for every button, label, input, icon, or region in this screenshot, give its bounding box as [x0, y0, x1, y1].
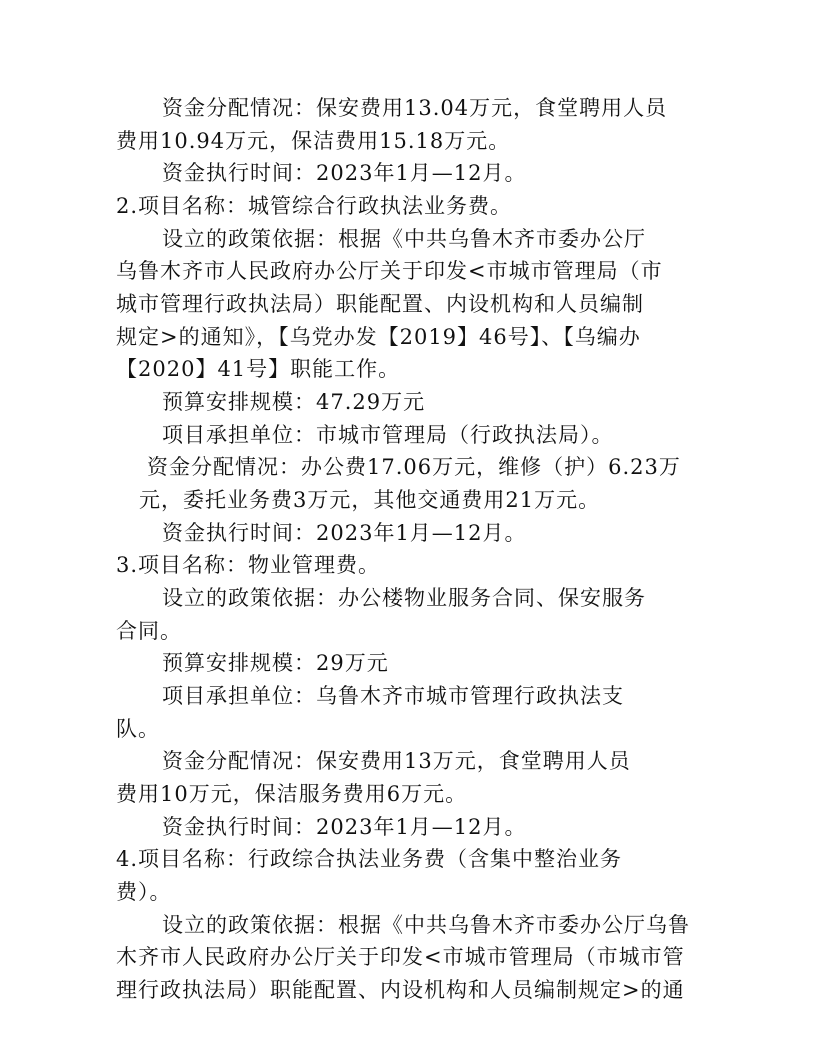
text-line: 队。: [116, 717, 160, 741]
text-line: 费）。: [116, 880, 172, 904]
text-line: 资金执行时间：2023年1月—12月。: [162, 521, 527, 545]
text-line: 资金执行时间：2023年1月—12月。: [162, 815, 527, 839]
text-line: 预算安排规模：47.29万元: [162, 390, 426, 414]
text-line: 资金执行时间：2023年1月—12月。: [162, 161, 527, 185]
text-line: 【2020】41号】职能工作。: [116, 357, 401, 381]
text-line: 设立的政策依据：根据《中共乌鲁木齐市委办公厅乌鲁: [162, 913, 690, 937]
text-line: 资金分配情况：保安费用13万元，食堂聘用人员: [162, 749, 631, 773]
text-line: 城市管理行政执法局）职能配置、内设机构和人员编制: [116, 292, 644, 316]
text-line: 费用10.94万元，保洁费用15.18万元。: [116, 129, 511, 153]
text-line: 4.项目名称：行政综合执法业务费（含集中整治业务: [116, 847, 623, 871]
text-line: 设立的政策依据：办公楼物业服务合同、保安服务: [162, 586, 646, 610]
text-line: 规定>的通知》，【乌党办发【2019】46号】、【乌编办: [116, 325, 641, 349]
text-line: 预算安排规模：29万元: [162, 651, 389, 675]
text-line: 资金分配情况：办公费17.06万元，维修（护）6.23万: [147, 455, 681, 479]
text-line: 乌鲁木齐市人民政府办公厅关于印发<市城市管理局（市: [116, 259, 663, 283]
text-line: 项目承担单位：乌鲁木齐市城市管理行政执法支: [162, 684, 624, 708]
text-line: 木齐市人民政府办公厅关于印发<市城市管理局（市城市管: [116, 945, 685, 969]
text-line: 元，委托业务费3万元，其他交通费用21万元。: [139, 488, 601, 512]
text-line: 理行政执法局）职能配置、内设机构和人员编制规定>的通: [116, 978, 685, 1002]
text-line: 3.项目名称：物业管理费。: [116, 553, 381, 577]
text-line: 资金分配情况：保安费用13.04万元，食堂聘用人员: [162, 96, 668, 120]
text-line: 项目承担单位：市城市管理局（行政执法局）。: [162, 423, 614, 447]
text-line: 设立的政策依据：根据《中共乌鲁木齐市委办公厅: [162, 227, 646, 251]
text-line: 费用10万元，保洁服务费用6万元。: [116, 782, 468, 806]
text-line: 合同。: [116, 619, 182, 643]
text-line: 2.项目名称：城管综合行政执法业务费。: [116, 194, 513, 218]
